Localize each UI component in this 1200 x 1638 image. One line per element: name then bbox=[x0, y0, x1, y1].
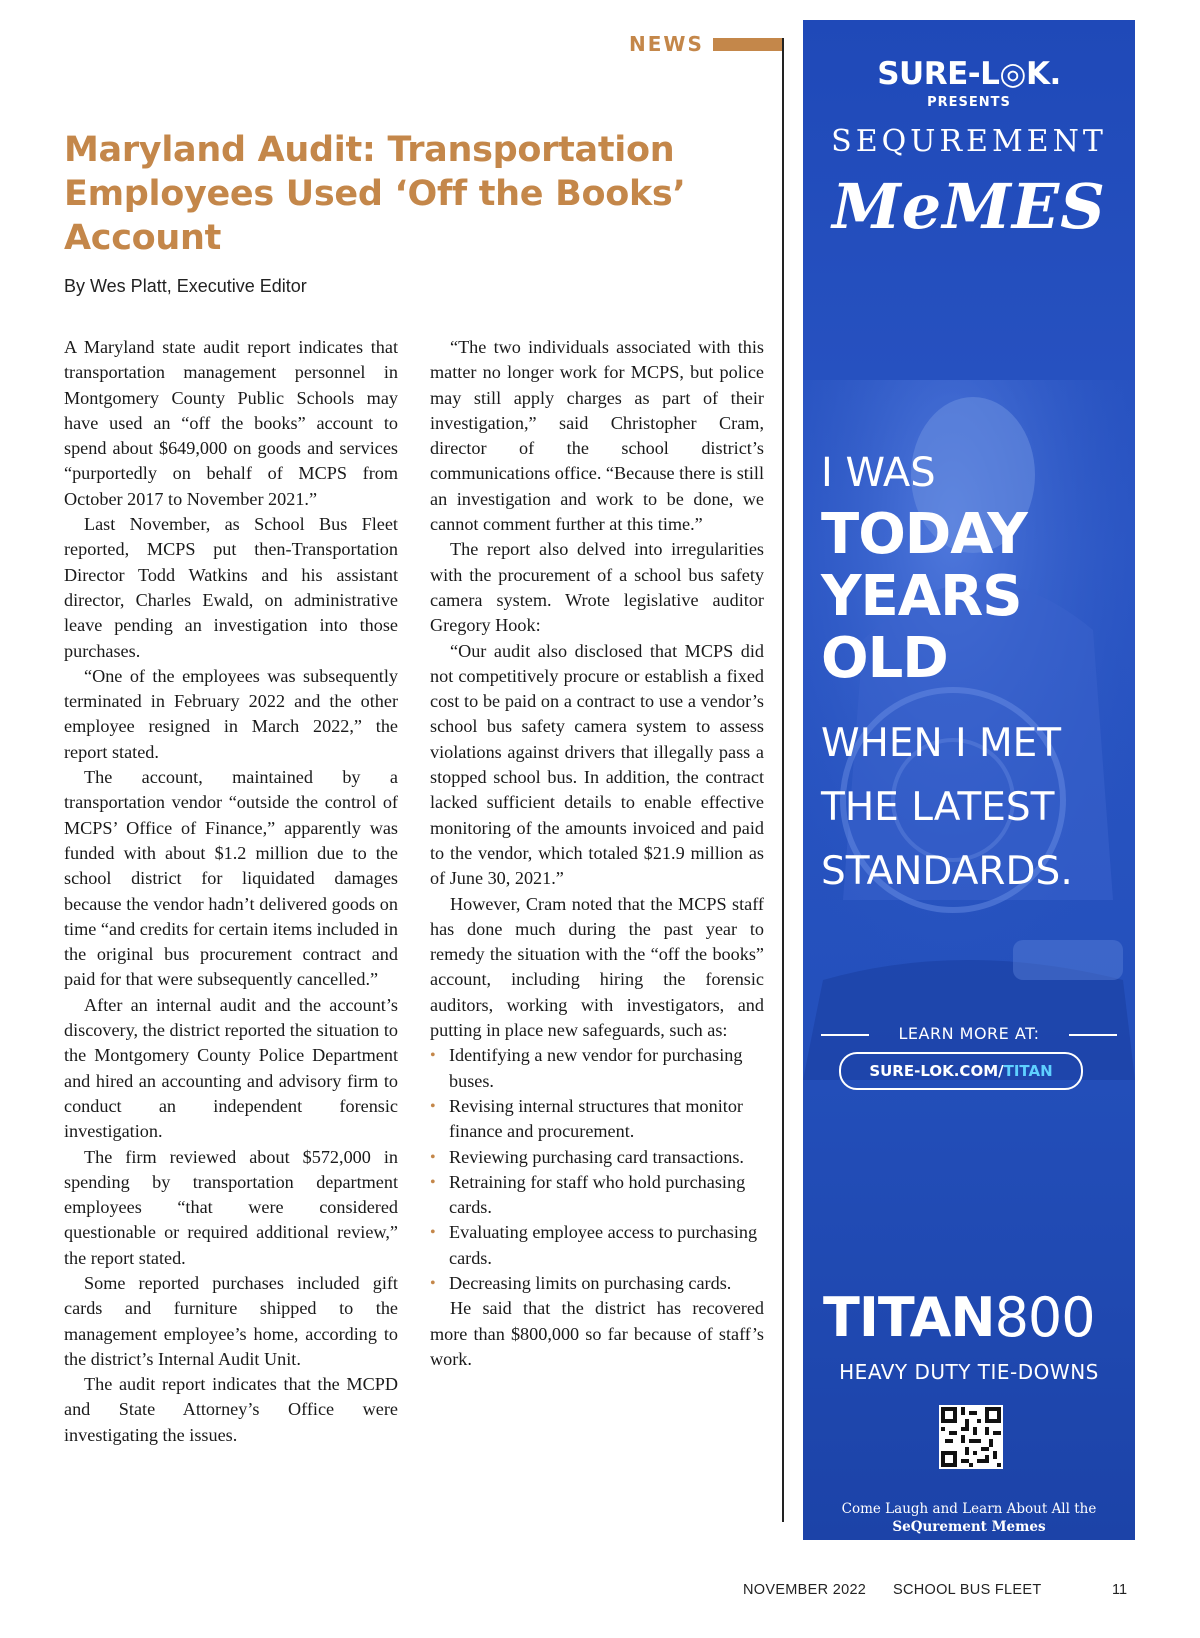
column-divider bbox=[782, 38, 784, 1522]
bullet-icon: • bbox=[430, 1224, 436, 1242]
advertisement[interactable] bbox=[803, 20, 1135, 1540]
list-item: • Retraining for staff who hold purchasing cards. bbox=[430, 1171, 746, 1218]
list-item: • Reviewing purchasing card transactions. bbox=[430, 1145, 764, 1170]
paragraph: The audit report indicates that the MCPD and State Attorney’s Office were investigating the issues. bbox=[64, 1374, 398, 1445]
paragraph: However, Cram noted that the MCPS staff has done much during the past year to remedy the situation with the “off the books” account, including hiring the forensic auditors, working with investigators, and putting in place new safeguards, such as: bbox=[430, 893, 764, 1041]
footer-magazine-name: SCHOOL BUS FLEET bbox=[893, 1582, 1042, 1598]
bullet-icon: • bbox=[430, 1047, 436, 1065]
safeguards-list bbox=[430, 1043, 764, 1296]
section-label: NEWS bbox=[629, 32, 704, 56]
footer-page-number: 11 bbox=[1112, 1582, 1128, 1598]
paragraph: He said that the district has recovered more than $800,000 so far because of staff’s work. bbox=[430, 1298, 764, 1369]
article-column-1 bbox=[64, 335, 398, 1448]
ad-rule-right bbox=[1069, 1034, 1117, 1036]
article-column-2 bbox=[430, 335, 764, 1372]
paragraph: The report also delved into irregularities with the procurement of a school bus safety camera system. Wrote legislative auditor Gregory Hook: bbox=[430, 539, 764, 636]
ad-presents: PRESENTS bbox=[927, 95, 1011, 110]
paragraph: The account, maintained by a transportation vendor “outside the control of MCPS’ Office of Finance,” apparently was funded with about $1.2 million due to the school district for liquidated damages because the vendor hadn’t delivered goods on time “and credits for certain items included in the original bus procurement contract and paid for that were subsequently cancelled.” bbox=[64, 767, 398, 990]
paragraph: A Maryland state audit report indicates that transportation management personnel in Montgomery County Public Schools may have used an “off the books” account to spend about $649,000 on goods and services “purportedly on behalf of MCPS from October 2017 to November 2021.” bbox=[64, 337, 398, 509]
paragraph: After an internal audit and the account’s discovery, the district reported the situation to the Montgomery County Police Department and hired an accounting and advisory firm to conduct an independent forensic investigation. bbox=[64, 994, 398, 1142]
footer-issue-date: NOVEMBER 2022 bbox=[743, 1582, 867, 1598]
article-headline: Maryland Audit: Transportation Employees Used ‘Off the Books’ Account bbox=[64, 130, 686, 258]
ad-learn-more: LEARN MORE AT: bbox=[898, 1024, 1040, 1043]
bullet-icon: • bbox=[430, 1148, 436, 1166]
paragraph: Some reported purchases included gift cards and furniture shipped to the management employee’s home, according to the district’s Internal Audit Unit. bbox=[64, 1272, 398, 1369]
bullet-icon: • bbox=[430, 1173, 436, 1191]
ad-product-name: TITAN800 bbox=[823, 1286, 1095, 1349]
paragraph: The firm reviewed about $572,000 in spending by transportation department employees “that were considered questionable or required additional review,” the report stated. bbox=[64, 1146, 398, 1268]
ad-url-button[interactable]: SURE-LOK.COM/TITAN bbox=[839, 1052, 1083, 1090]
paragraph: “The two individuals associated with this matter no longer work for MCPS, but police may still apply charges as part of their investigation,” said Christopher Cram, director of the school district’s communications office. “Because there is still an investigation and work to be done, we cannot comment further at this time.” bbox=[430, 337, 765, 535]
ad-product-subtitle: HEAVY DUTY TIE-DOWNS bbox=[839, 1360, 1099, 1384]
list-item: • Decreasing limits on purchasing cards. bbox=[430, 1271, 764, 1296]
list-item: • Evaluating employee access to purchasing cards. bbox=[430, 1222, 758, 1268]
paragraph: “Our audit also disclosed that MCPS did not competitively procure or establish a fixed cost to be paid on a contract to use a vendor’s school bus safety camera system to assess violations against drivers that illegally pass a stopped school bus. In addition, the contract lacked sufficient details to enable effective monitoring of the amounts invoiced and paid to the vendor, which totaled $21.9 million as of June 30, 2021.” bbox=[430, 640, 764, 889]
paragraph: Last November, as School Bus Fleet reported, MCPS put then-Transportation Director Todd Watkins and his assistant director, Charles Ewald, on administrative leave pending an investigation into those purchases. bbox=[64, 514, 398, 661]
byline: By Wes Platt, Executive Editor bbox=[64, 276, 307, 296]
list-item: • Revising internal structures that monitor finance and procurement. bbox=[430, 1095, 743, 1142]
section-bar bbox=[713, 38, 783, 51]
ad-brand-logo: SURE-L◎K. bbox=[877, 56, 1061, 92]
qr-code-icon[interactable] bbox=[939, 1405, 1003, 1469]
bullet-icon: • bbox=[430, 1097, 436, 1115]
paragraph: “One of the employees was subsequently terminated in February 2022 and the other employee resigned in March 2022,” the report stated. bbox=[64, 665, 398, 762]
ad-series-title: SEQUREMENT bbox=[831, 124, 1107, 159]
list-item: • Identifying a new vendor for purchasing buses. bbox=[430, 1045, 743, 1091]
ad-memes-title: MeMES bbox=[832, 170, 1106, 243]
ad-headline-line3: WHEN I MET THE LATEST STANDARDS. bbox=[821, 721, 1073, 894]
ad-headline-line1: I WAS bbox=[821, 450, 936, 496]
bullet-icon: • bbox=[430, 1274, 436, 1292]
ad-tagline: Come Laugh and Learn About All the SeQurement Memes bbox=[841, 1501, 1097, 1535]
ad-headline-line2: TODAY YEARS OLD bbox=[821, 502, 1027, 691]
